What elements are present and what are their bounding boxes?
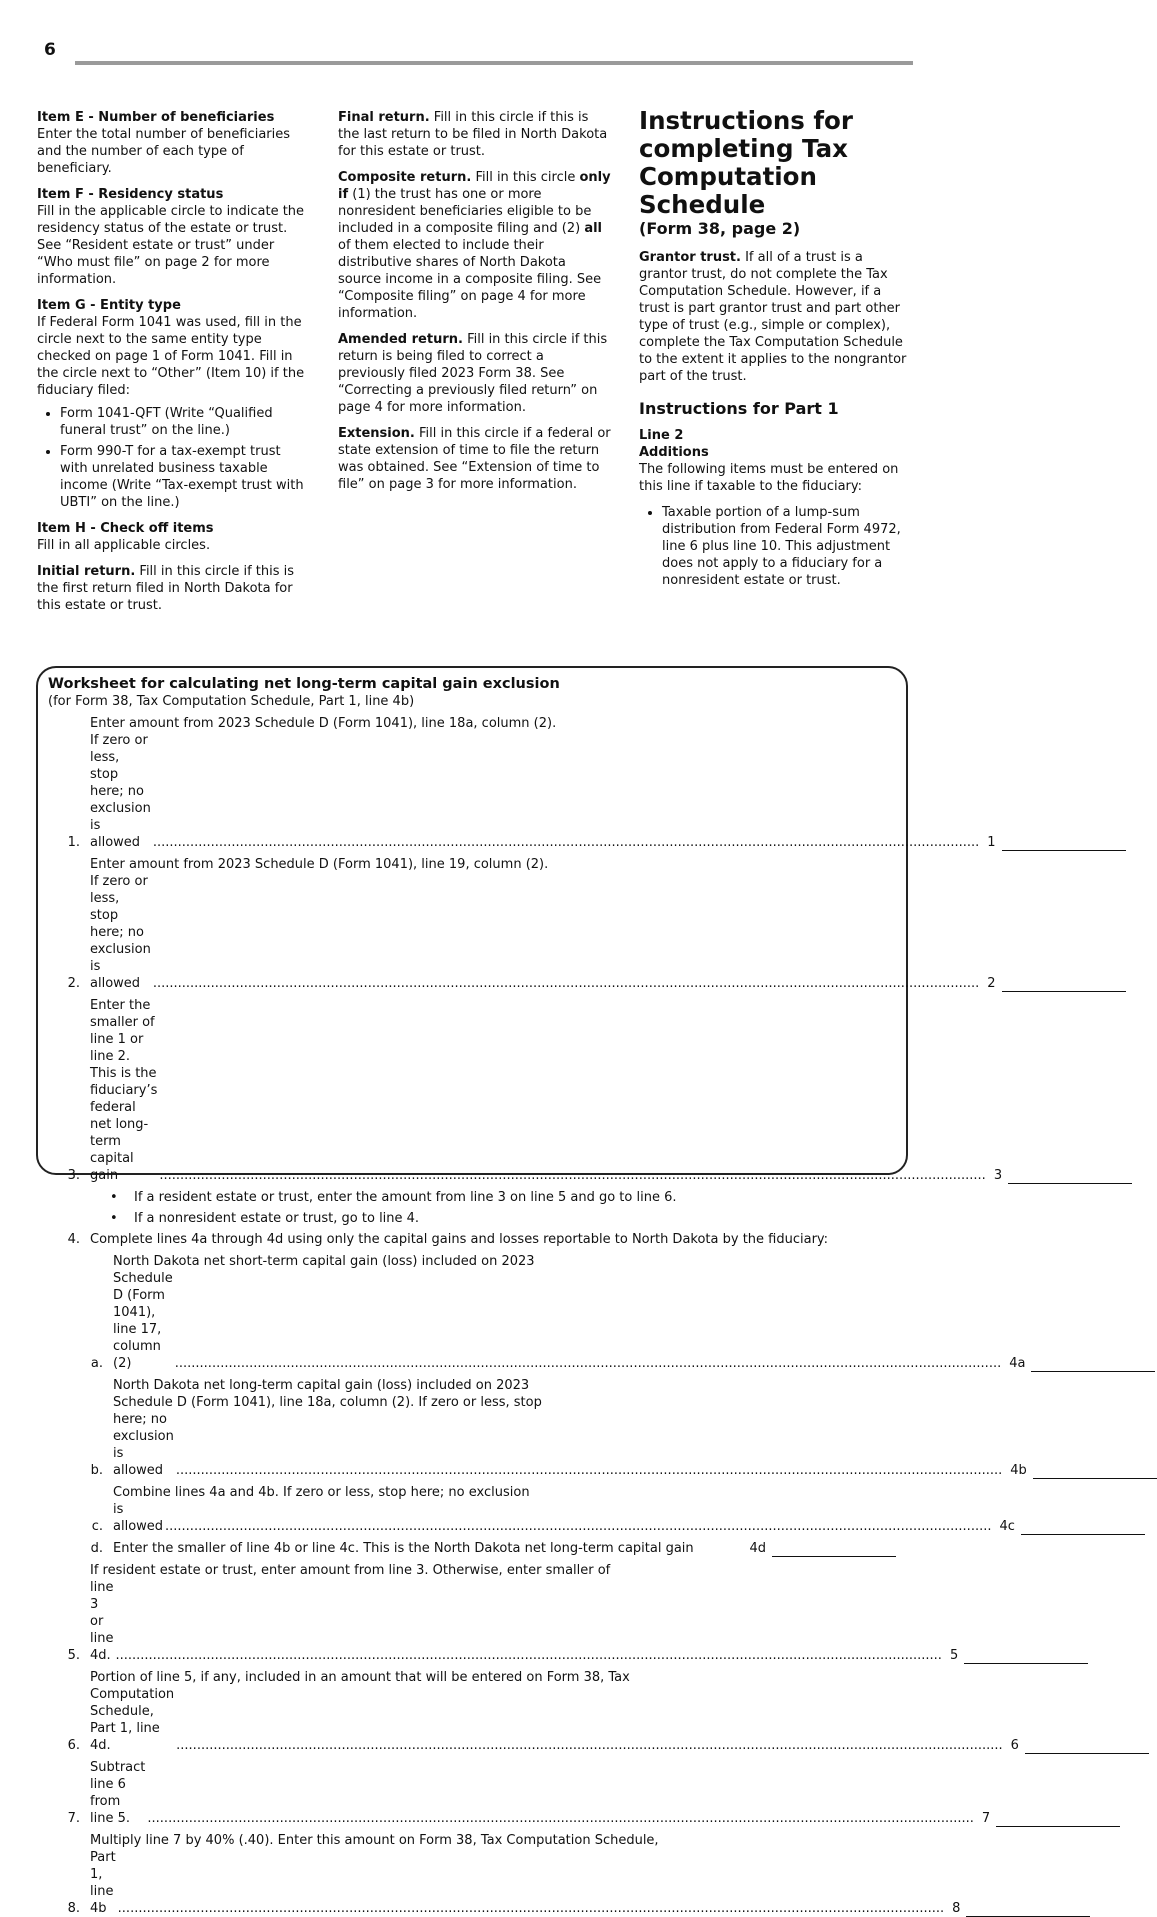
line-number: 8. (67, 1901, 80, 1916)
column-3 (639, 106, 913, 598)
worksheet-line-2 (48, 856, 996, 992)
line-text: line 3 or line 4d. (90, 1580, 114, 1663)
body-text: If all of a trust is a grantor trust, do not complete the Tax Computation Schedule. However, if a trust is part grantor trust and part other type of trust (e.g., simple or complex), complete the Tax Computation Schedule to the extent it applies to the nongrantor part of the trust. (639, 250, 907, 384)
body-text: Fill in all applicable circles. (37, 538, 211, 553)
answer-field-5[interactable] (964, 1650, 1088, 1664)
lead: Composite return. (338, 170, 472, 185)
line-ref: 3 (993, 1168, 1003, 1183)
dot-leader (115, 1647, 941, 1664)
column-2 (338, 109, 613, 502)
emphasis: only if (338, 170, 611, 202)
line-number: b. (90, 1463, 103, 1478)
body-text: Fill in the applicable circle to indicate the residency status of the estate or trust. See “Resident estate or trust” under “Who must file” on page 2 for more information. (37, 204, 305, 287)
line-text: Part 1, line 4b (90, 1850, 116, 1916)
grantor-trust (639, 249, 913, 385)
dot-leader (176, 1737, 1002, 1754)
amended-return (338, 331, 613, 416)
line-text: North Dakota net short-term capital gain (loss) included on 2023 (113, 1254, 535, 1269)
answer-field-8[interactable] (966, 1903, 1090, 1917)
answer-field-2[interactable] (1002, 978, 1126, 992)
line-ref: 8 (952, 1901, 961, 1916)
list-item: • Form 1041-QFT (Write “Qualified funeral trust” on the line.) (60, 405, 312, 439)
dot-leader (153, 834, 979, 851)
item-e (37, 109, 312, 177)
answer-field-3[interactable] (1008, 1170, 1132, 1184)
body-text: of them elected to include their distributive shares of North Dakota source income in a composite filing. See “Composite filing” on page 4 for more information. (338, 238, 602, 321)
body-text: Fill in this circle if this return is being filed to correct a previously filed 2023 Form 38. See “Correcting a previously filed return” on page 4 for more information. (338, 332, 608, 415)
column-1 (37, 109, 312, 623)
heading: Item F - Residency status (37, 187, 224, 202)
worksheet-line-5 (48, 1562, 959, 1664)
line-ref: 5 (949, 1648, 959, 1663)
dot-leader (175, 1355, 1001, 1372)
body-text: Fill in this circle if this is the first return filed in North Dakota for this estate or trust. (37, 564, 295, 613)
lead: Extension. (338, 426, 415, 441)
answer-field-1[interactable] (1002, 837, 1126, 851)
worksheet-line-4d (48, 1540, 896, 1557)
worksheet-line-4a (48, 1253, 1026, 1372)
worksheet-line-1 (48, 715, 996, 851)
worksheet-box (36, 666, 1027, 1916)
answer-field-4b[interactable] (1033, 1465, 1157, 1479)
item-f (37, 186, 312, 288)
dot-leader (176, 1462, 1002, 1479)
lead: Initial return. (37, 564, 136, 579)
page-number: 6 (44, 40, 56, 60)
line-text: Enter the smaller of line 4b or line 4c. This is the North Dakota net long-term capital gain (113, 1541, 694, 1556)
worksheet-title: Worksheet for calculating net long-term capital gain exclusion (48, 676, 560, 692)
line-text: Enter amount from 2023 Schedule D (Form 1041), line 18a, column (2). (90, 716, 557, 731)
initial-return (37, 563, 312, 614)
answer-field-6[interactable] (1025, 1740, 1149, 1754)
line-number: 6. (67, 1738, 80, 1753)
dot-leader (159, 1167, 985, 1184)
worksheet-line-7 (48, 1759, 991, 1827)
header-rule (75, 61, 913, 65)
lead: Final return. (338, 110, 430, 125)
line-text: here; no exclusion is allowed (113, 1412, 174, 1478)
line-ref: 6 (1010, 1738, 1019, 1753)
additions-text: The following items must be entered on this line if taxable to the fiduciary: (639, 462, 899, 494)
heading: Item G - Entity type (37, 298, 181, 313)
body-text: If Federal Form 1041 was used, fill in the circle next to the same entity type checked on page 1 of Form 1041. Fill in the circle next to “Other” (Item 10) if the fiduciary filed: (37, 315, 305, 398)
line-ref: 1 (987, 835, 996, 850)
line-number: 4. (67, 1232, 80, 1247)
line-number: a. (90, 1356, 103, 1371)
entity-bullets (37, 405, 312, 511)
line2-label: Line 2 (639, 428, 684, 443)
body-text: Enter the total number of beneficiaries and the number of each type of beneficiary. (37, 127, 291, 176)
list-item: • Taxable portion of a lump-sum distribution from Federal Form 4972, line 6 plus line 10. This adjustment does not apply to a fiduciary for a nonresident estate or trust. (662, 504, 913, 589)
line-text: Multiply line 7 by 40% (.40). Enter this amount on Form 38, Tax Computation Schedule, (90, 1833, 659, 1848)
line-text: Schedule D (Form 1041), line 18a, column (2). If zero or less, stop (113, 1395, 542, 1410)
answer-field-4d[interactable] (772, 1543, 896, 1557)
line-number: d. (90, 1541, 103, 1556)
body-text: Fill in this circle (471, 170, 580, 185)
line-number: 1. (67, 835, 80, 850)
line-text: is allowed (113, 1502, 164, 1534)
line-text: If zero or less, stop here; no exclusion is allowed (90, 733, 151, 850)
bullet-text: If a nonresident estate or trust, go to line 4. (134, 1211, 420, 1226)
line-text: If zero or less, stop here; no exclusion is allowed (90, 874, 151, 991)
item-h (37, 520, 312, 554)
lead: Amended return. (338, 332, 463, 347)
dot-leader (153, 975, 979, 992)
dot-leader (118, 1900, 944, 1917)
section-subtitle: (Form 38, page 2) (639, 219, 801, 238)
part1-heading: Instructions for Part 1 (639, 399, 839, 418)
answer-field-4c[interactable] (1021, 1521, 1145, 1535)
dot-leader (165, 1518, 991, 1535)
line-text: Enter the smaller of line 1 or line 2. This is the fiduciary’s federal net long-term capital gain (90, 998, 158, 1183)
worksheet-line-4 (48, 1231, 896, 1248)
line-ref: 4c (999, 1519, 1015, 1534)
body-text: Fill in this circle if this is the last return to be filed in North Dakota for this estate or trust. (338, 110, 608, 159)
line-number: 3. (67, 1168, 80, 1183)
worksheet-line-6 (48, 1669, 1019, 1754)
dot-leader (147, 1810, 973, 1827)
line-text: Schedule D (Form 1041), line 17, column (2) (113, 1271, 173, 1371)
line-text: Complete lines 4a through 4d using only the capital gains and losses reportable to North Dakota by the fiduciary: (90, 1232, 829, 1247)
line-text: If resident estate or trust, enter amount from line 3. Otherwise, enter smaller of (90, 1563, 611, 1578)
line-ref: 2 (987, 976, 996, 991)
emphasis: all (584, 221, 603, 236)
line-ref: 7 (981, 1811, 991, 1826)
extension (338, 425, 613, 493)
worksheet-line-3 (48, 997, 1003, 1184)
line-text: Portion of line 5, if any, included in an amount that will be entered on Form 38, Tax (90, 1670, 630, 1685)
answer-field-4a[interactable] (1031, 1358, 1155, 1372)
line-ref: 4a (1009, 1356, 1026, 1371)
line-text: Computation Schedule, Part 1, line 4d. (90, 1687, 175, 1753)
line-text: North Dakota net long-term capital gain (loss) included on 2023 (113, 1378, 530, 1393)
line-text: Subtract line 6 from line 5. (90, 1760, 146, 1826)
list-item: • If a resident estate or trust, enter the amount from line 3 on line 5 and go to line 6. (110, 1190, 677, 1205)
body-text: Fill in this circle if a federal or state extension of time to file the return was obtained. See “Extension of time to file” on page 3 for more information. (338, 426, 611, 492)
worksheet-line-4c (48, 1484, 1015, 1535)
additions-label: Additions (639, 445, 709, 460)
line-text: Enter amount from 2023 Schedule D (Form 1041), line 19, column (2). (90, 857, 549, 872)
worksheet-subtitle: (for Form 38, Tax Computation Schedule, Part 1, line 4b) (48, 694, 415, 709)
line-ref: 4b (1010, 1463, 1027, 1478)
line-ref: 4d (749, 1541, 766, 1556)
line-number: 5. (67, 1648, 80, 1663)
line-number: 7. (67, 1811, 80, 1826)
list-item: • If a nonresident estate or trust, go to line 4. (110, 1211, 420, 1226)
answer-field-7[interactable] (996, 1813, 1120, 1827)
item-g (37, 297, 312, 399)
bullet-text: If a resident estate or trust, enter the amount from line 3 on line 5 and go to line 6. (134, 1190, 677, 1205)
additions-bullets (639, 504, 913, 589)
worksheet-line-8 (48, 1832, 961, 1917)
line-number: c. (91, 1519, 103, 1534)
line-text: Combine lines 4a and 4b. If zero or less, stop here; no exclusion (113, 1485, 530, 1500)
final-return (338, 109, 613, 160)
heading: Item H - Check off items (37, 521, 214, 536)
lead: Grantor trust. (639, 250, 741, 265)
list-item: • Form 990-T for a tax-exempt trust with unrelated business taxable income (Write “Tax-exempt trust with UBTI” on the line.) (60, 443, 312, 511)
composite-return (338, 169, 613, 322)
body-text: (1) the trust has one or more nonresident beneficiaries eligible to be included in a composite filing and (2) (338, 187, 592, 236)
line-number: 2. (67, 976, 80, 991)
section-title: Instructions for completing Tax Computation Schedule (639, 106, 853, 219)
heading: Item E - Number of beneficiaries (37, 110, 275, 125)
worksheet-line-4b (48, 1377, 1027, 1479)
